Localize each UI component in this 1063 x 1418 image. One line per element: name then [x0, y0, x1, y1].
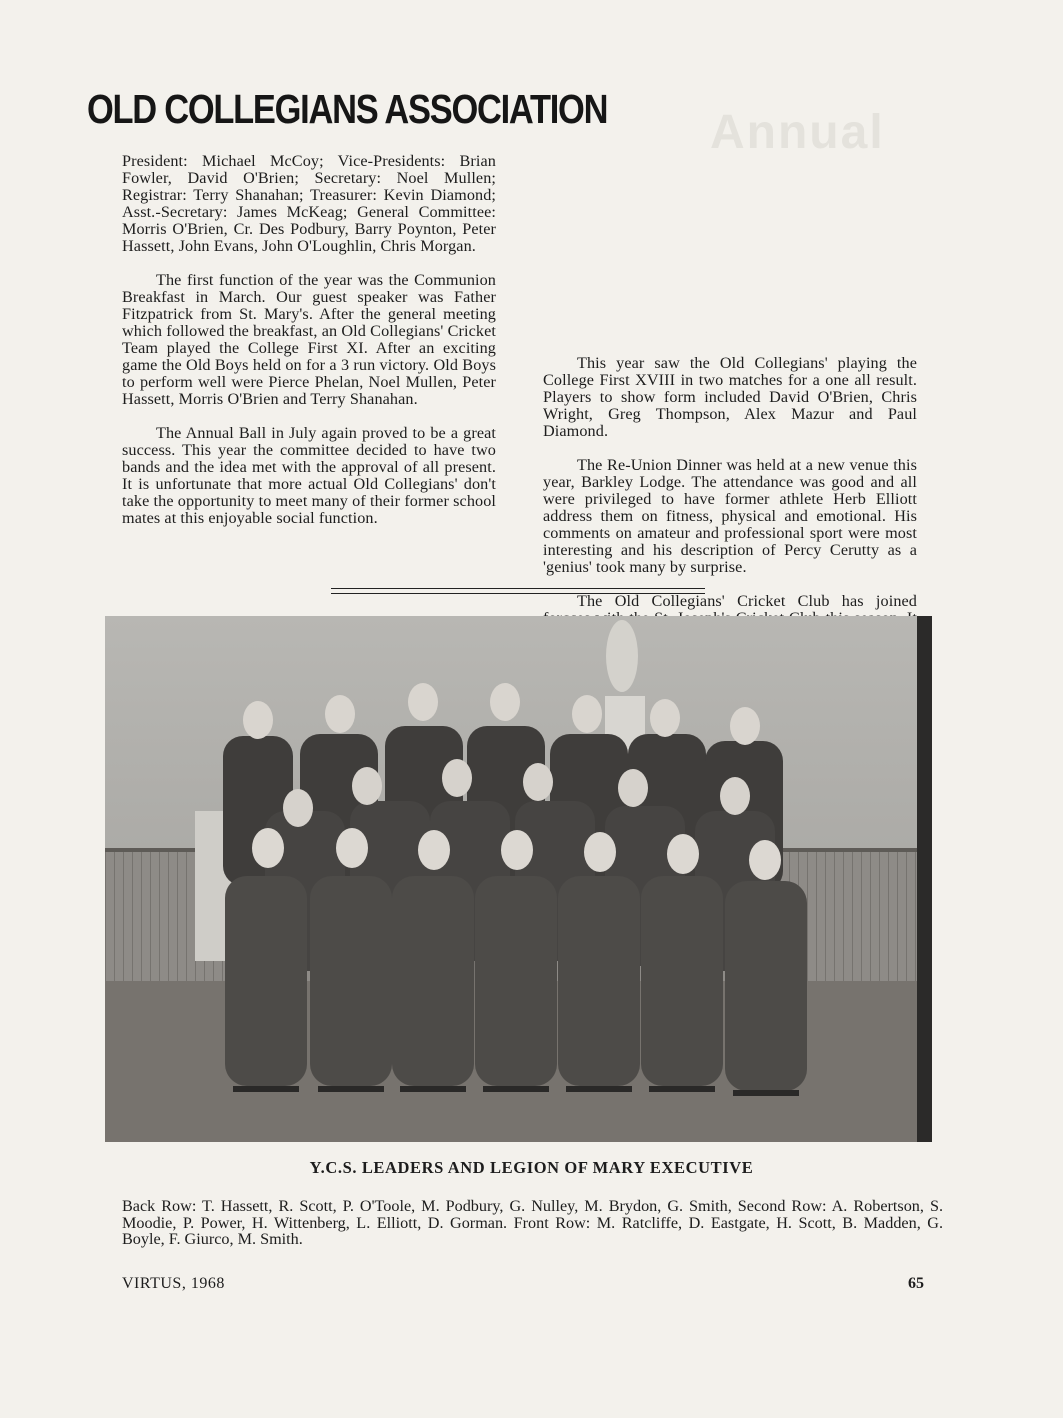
- bleed-through-text: Annual: [710, 106, 885, 159]
- publication-footer: VIRTUS, 1968: [122, 1275, 225, 1292]
- ball-paragraph: The Annual Ball in July again proved to be a great success. This year the committee decided to have two bands and the idea met with the approval of all present. It is unfortunate that more actual Old Collegians' don't take the opportunity to meet many of their former school mates at this enjoyable social function.: [122, 424, 496, 527]
- article-column-left: [122, 153, 496, 527]
- divider-rule-top: [331, 588, 705, 589]
- page-number: 65: [908, 1275, 924, 1292]
- group-photo: [105, 616, 932, 1142]
- breakfast-paragraph: The first function of the year was the Communion Breakfast in March. Our guest speaker was Father Fitzpatrick from St. Mary's. After the general meeting which followed the breakfast, an Old Collegians' Cricket Team played the College First XI. After an exciting game the Old Boys held on for a 3 run victory. Old Boys to perform well were Pierce Phelan, Noel Mullen, Peter Hassett, Morris O'Brien and Terry Shanahan.: [122, 271, 496, 408]
- dinner-paragraph: The Re-Union Dinner was held at a new venue this year, Barkley Lodge. The attendance was good and all were privileged to have former athlete Herb Elliott address them on fitness, physical and emotional. His comments on amateur and professional sport were most interesting and his description of Percy Cerutty as a 'genius' took many by surprise.: [543, 456, 917, 576]
- photo-caption-title: Y.C.S. LEADERS AND LEGION OF MARY EXECUTIVE: [309, 1158, 754, 1177]
- divider-rule-bottom: [331, 593, 705, 594]
- group-photo-image: [105, 616, 932, 1142]
- matches-paragraph: This year saw the Old Collegians' playing the College First XVIII in two matches for a one all result. Players to show form included David O'Brien, Chris Wright, Greg Thompson, Alex Mazur and Paul Diamond.: [543, 354, 917, 440]
- cricket-paragraph: The Old Collegians' Cricket Club has joined: [577, 592, 917, 610]
- page-title: OLD COLLEGIANS ASSOCIATION: [87, 86, 608, 132]
- photo-caption-names: Back Row: T. Hassett, R. Scott, P. O'Toole, M. Podbury, G. Nulley, M. Brydon, G. Smith, Second Row: A. Robertson, S. Moodie, P. Power, H. Wittenberg, L. Elliott, D. Gorman. Front Row: M. Ratcliffe, D. Eastgate, H. Scott, B. Madden, G. Boyle, F. Giurco, M. Smith.: [122, 1197, 943, 1248]
- officers-paragraph: President: Michael McCoy; Vice-Presidents: Brian Fowler, David O'Brien; Secretary: Noel Mullen; Registrar: Terry Shanahan; Treasurer: Kevin Diamond; Asst.-Secretary: James McKeag; General Committee: Morris O'Brien, Cr. Des Podbury, Barry Poynton, Peter Hassett, John Evans, John O'Loughlin, Chris Morgan.: [122, 152, 496, 255]
